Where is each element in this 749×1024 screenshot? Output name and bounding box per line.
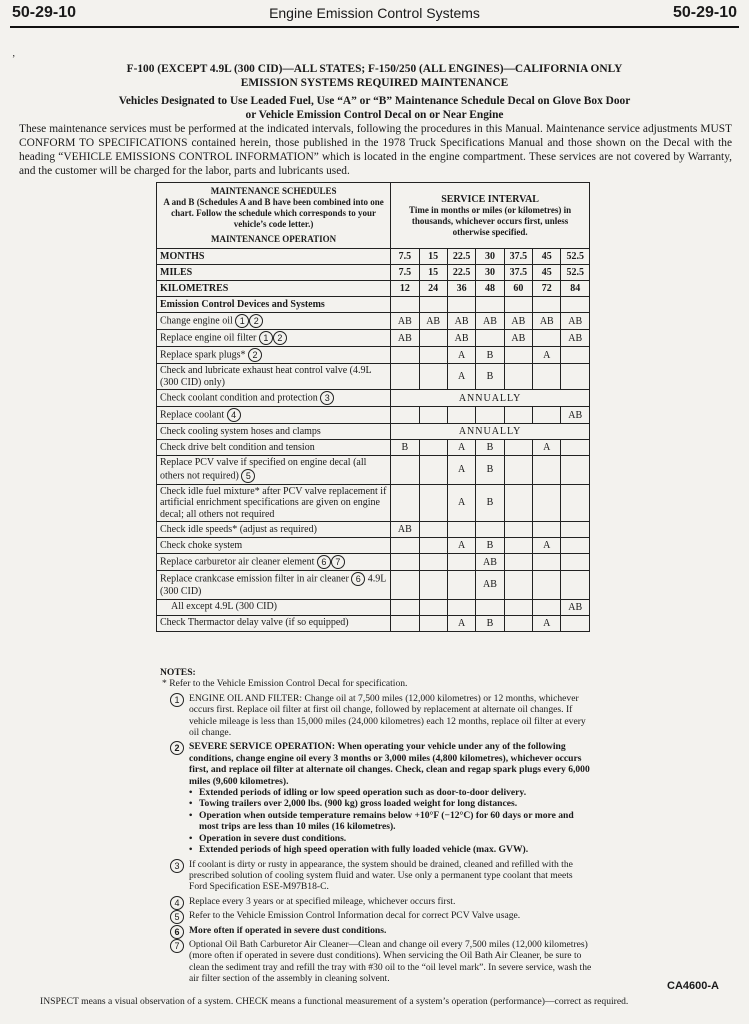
interval-cell: A [447,364,475,390]
interval-cell [391,538,419,554]
note-number-icon: 7 [170,939,184,953]
interval-cell: A [447,615,475,631]
operation-text: Replace spark plugs* [160,349,246,361]
miles-value: 30 [476,265,504,281]
interval-cell [419,347,447,364]
figure-code: CA4600-A [667,980,719,992]
interval-cell [504,364,532,390]
section-title: Engine Emission Control Systems [269,5,480,21]
interval-cell [476,599,504,615]
interval-cell [533,364,561,390]
interval-cell [476,330,504,347]
interval-cell [391,484,419,522]
operation-cell [157,571,391,600]
interval-cell [533,330,561,347]
interval-cell: B [476,538,504,554]
operation-cell [157,424,391,440]
empty-cell [391,297,419,313]
schedules-header-cell [157,183,391,249]
note-7-text: Optional Oil Bath Carburetor Air Cleaner—Clean and change oil every 7,500 miles (12,000 kilometres) (more often if operated in severe dust conditions). When servicing the Oil Bath Air Cleaner, be sure to clean the sediment tray and refill the tray with #30 oil to the “oil level mark”. In severe service, wash the air filter section of the assembly in cleaning solvent. [189,938,592,985]
note-2 [160,741,592,787]
operation-cell [157,554,391,571]
table-row [157,554,590,571]
interval-cell: A [447,456,475,485]
operation-text: Replace PCV valve if specified on engine decal (all others not required) [160,457,367,481]
miles-row [157,265,590,281]
operation-cell [157,484,391,522]
operation-cell [157,522,391,538]
operation-text: Replace engine oil filter [160,332,257,344]
interval-cell [419,330,447,347]
note-ref-icon: 5 [241,469,255,483]
interval-cell [391,456,419,485]
interval-cell [561,554,590,571]
interval-cell [533,522,561,538]
miles-value: 7.5 [391,265,419,281]
operation-suffix: 4.9L (300 CID) [160,573,387,597]
interval-cell [561,456,590,485]
months-value: 45 [533,249,561,265]
note-2-bullet: • Towing trailers over 2,000 lbs. (900 kg) gross loaded weight for long distances. [160,798,592,809]
note-ref-icon: 4 [227,408,241,422]
interval-cell [419,364,447,390]
table-row [157,484,590,522]
interval-cell [419,554,447,571]
operation-cell [157,599,391,615]
table-row [157,407,590,424]
operation-text: Replace coolant [160,409,225,421]
title-line-2: EMISSION SYSTEMS REQUIRED MAINTENANCE [240,77,509,89]
months-value: 7.5 [391,249,419,265]
operation-cell [157,390,391,407]
interval-cell: B [476,440,504,456]
interval-cell [504,484,532,522]
interval-cell [561,347,590,364]
operation-cell [157,364,391,390]
interval-cell: B [476,347,504,364]
operation-text: Change engine oil [160,315,233,327]
interval-cell [504,407,532,424]
notes-section [160,667,592,985]
interval-cell: AB [561,313,590,330]
table-row [157,571,590,600]
interval-cell [391,615,419,631]
interval-cell [476,407,504,424]
operation-cell [157,313,391,330]
empty-cell [447,297,475,313]
table-body [157,183,590,632]
empty-cell [476,297,504,313]
interval-cell [504,571,532,600]
table-row [157,424,590,440]
interval-cell: AB [561,407,590,424]
interval-cell [561,538,590,554]
table-row [157,364,590,390]
km-value: 60 [504,281,532,297]
notes-heading: NOTES: [160,667,196,678]
miles-value: 22.5 [447,265,475,281]
months-row [157,249,590,265]
note-1-text: ENGINE OIL AND FILTER: Change oil at 7,500 miles (12,000 kilometres) or 12 months, whichever occurs first. Replace oil filter at first oil change, followed by replacement at alternate oil changes. If vehicle mileage is less than 15,000 miles (24,000 kilometres) each 12 months, replace oil filter at every oil change. [189,692,586,739]
interval-cell: A [447,440,475,456]
operation-text: Check idle fuel mixture* after PCV valve replacement if artificial enrichment specifications are given on engine decal; all others not required [160,485,387,520]
interval-cell [561,571,590,600]
operation-text: Check cooling system hoses and clamps [160,425,321,437]
months-value: 22.5 [447,249,475,265]
table-header-row [157,183,590,249]
interval-cell: A [447,484,475,522]
interval-cell: AB [504,330,532,347]
months-value: 30 [476,249,504,265]
km-label: KILOMETRES [157,281,391,297]
interval-cell: B [476,615,504,631]
note-3 [160,859,592,893]
table-row [157,390,590,407]
months-value: 52.5 [561,249,590,265]
interval-cell: A [533,615,561,631]
empty-cell [504,297,532,313]
interval-cell [476,522,504,538]
note-star: * Refer to the Vehicle Emission Control Decal for specification. [162,678,408,690]
interval-cell [447,554,475,571]
interval-cell [504,599,532,615]
km-value: 24 [419,281,447,297]
document-titles [60,62,689,122]
interval-cell: AB [561,330,590,347]
title-line-4: or Vehicle Emission Control Decal on or Near Engine [245,109,504,121]
km-value: 12 [391,281,419,297]
note-2-bullet: • Operation when outside temperature remains below +10°F (−12°C) for 60 days or more and most trips are less than 10 miles (16 kilometres). [160,810,592,833]
stray-mark: ’ [12,54,16,65]
interval-cell [391,364,419,390]
table-row [157,456,590,485]
interval-cell [391,347,419,364]
interval-cell [504,615,532,631]
interval-cell [533,554,561,571]
interval-cell [391,407,419,424]
interval-cell: AB [476,571,504,600]
interval-cell: B [476,484,504,522]
page-number-right: 50-29-10 [672,4,737,21]
interval-cell [533,571,561,600]
interval-cell: AB [476,554,504,571]
interval-cell: B [391,440,419,456]
operation-cell [157,347,391,364]
note-ref-icon: 1 [259,331,273,345]
note-number-icon: 2 [170,741,184,755]
km-value: 48 [476,281,504,297]
miles-value: 37.5 [504,265,532,281]
note-number-icon: 3 [170,859,184,873]
table-row [157,330,590,347]
note-2-bullet: • Operation in severe dust conditions. [160,833,592,844]
km-value: 36 [447,281,475,297]
empty-cell [533,297,561,313]
operation-cell [157,456,391,485]
interval-cell [504,554,532,571]
note-4-text: Replace every 3 years or at specified mileage, whichever occurs first. [189,895,456,907]
operation-text: Check drive belt condition and tension [160,441,315,453]
km-value: 84 [561,281,590,297]
table-row [157,313,590,330]
note-2-bullet: • Extended periods of idling or low speed operation such as door-to-door delivery. [160,787,592,798]
note-ref-icon: 3 [320,391,334,405]
interval-cell: A [533,538,561,554]
maintenance-schedule-table [156,182,590,632]
miles-value: 15 [419,265,447,281]
note-number-icon: 5 [170,910,184,924]
section-row [157,297,590,313]
note-7 [160,939,592,985]
operation-text: Check idle speeds* (adjust as required) [160,523,317,535]
interval-cell: AB [533,313,561,330]
page-header [10,2,739,24]
interval-cell: AB [504,313,532,330]
operation-text: Check and lubricate exhaust heat control valve (4.9L (300 CID) only) [160,365,372,388]
interval-cell [561,364,590,390]
interval-cell [419,440,447,456]
note-4 [160,896,592,907]
operation-cell [157,615,391,631]
title-line-1: F-100 (EXCEPT 4.9L (300 CID)—ALL STATES; F-150/250 (ALL ENGINES)—CALIFORNIA ONLY [126,63,623,75]
km-value: 72 [533,281,561,297]
interval-cell [447,407,475,424]
header-rule [10,26,739,28]
operation-text: Check choke system [160,539,243,551]
interval-cell: AB [419,313,447,330]
schedules-text: A and B (Schedules A and B have been combined into one chart. Follow the schedule which corresponds to your vehicle’s code letter.) [163,197,384,229]
interval-cell: A [533,440,561,456]
interval-cell: AB [391,313,419,330]
interval-header-cell [391,183,590,249]
interval-cell [561,440,590,456]
footer-definitions: INSPECT means a visual observation of a system. CHECK means a functional measurement of a system’s operation (performance)—correct as required. [40,996,629,1007]
interval-cell [533,484,561,522]
interval-cell [504,538,532,554]
table-row [157,347,590,364]
interval-cell [419,522,447,538]
km-row [157,281,590,297]
miles-value: 52.5 [561,265,590,281]
interval-title: SERVICE INTERVAL [441,193,539,205]
interval-cell [391,571,419,600]
interval-cell: A [533,347,561,364]
interval-cell: AB [561,599,590,615]
note-2-text: SEVERE SERVICE OPERATION: When operating your vehicle under any of the following conditions, change engine oil every 3 months or 3,000 miles (4,800 kilometres), whichever occurs first, and replace oil filter at alternate oil changes. Check, clean and regap spark plugs every 6,000 miles (9,600 kilometres). [189,741,590,787]
operation-cell [157,330,391,347]
interval-cell [504,347,532,364]
interval-cell: AB [476,313,504,330]
months-label: MONTHS [157,249,391,265]
note-number-icon: 1 [170,693,184,707]
interval-cell: A [447,538,475,554]
operation-cell [157,407,391,424]
interval-cell: B [476,364,504,390]
interval-cell: A [447,347,475,364]
interval-cell [504,522,532,538]
annually-cell: ANNUALLY [391,424,590,440]
note-6-text: More often if operated in severe dust conditions. [189,924,387,936]
table-row [157,599,590,615]
table-row [157,538,590,554]
interval-cell: AB [391,330,419,347]
interval-cell [561,615,590,631]
operation-title: MAINTENANCE OPERATION [211,234,337,244]
note-ref-icon: 2 [248,348,262,362]
operation-cell [157,440,391,456]
interval-cell [533,599,561,615]
interval-text: Time in months or miles (or kilometres) in thousands, whichever occurs first, unless otherwise specified. [409,204,572,237]
title-line-3: Vehicles Designated to Use Leaded Fuel, Use “A” or “B” Maintenance Schedule Decal on Glove Box Door [118,95,631,107]
note-1 [160,693,592,739]
interval-cell [533,407,561,424]
operation-text: All except 4.9L (300 CID) [171,601,277,613]
interval-cell [561,484,590,522]
interval-cell [419,456,447,485]
note-2-bullet: • Extended periods of high speed operation with fully loaded vehicle (max. GVW). [160,844,592,855]
note-number-icon: 6 [170,925,184,939]
interval-cell [447,571,475,600]
note-ref-icon: 7 [331,555,345,569]
interval-cell [504,456,532,485]
operation-text: Replace crankcase emission filter in air cleaner [160,573,349,585]
interval-cell: B [476,456,504,485]
table-row [157,440,590,456]
interval-cell [419,571,447,600]
note-5 [160,910,592,921]
interval-cell [561,522,590,538]
note-ref-icon: 6 [351,572,365,586]
interval-cell [447,522,475,538]
interval-cell: AB [447,330,475,347]
note-number-icon: 4 [170,896,184,910]
miles-value: 45 [533,265,561,281]
intro-paragraph: These maintenance services must be performed at the indicated intervals, following the procedures in this Manual. Maintenance service adjustments MUST CONFORM TO SPECIFICATIONS contained herein, those published in the 1978 Truck Specifications Manual and those shown on the Decal with the heading “VEHICLE EMISSIONS CONTROL INFORMATION” which is located in the engine compartment. These services are not covered by Warranty, and the customer will be charged for the labor, parts and lubricants used. [19,123,732,177]
interval-cell [533,456,561,485]
schedules-title: MAINTENANCE SCHEDULES [210,186,337,196]
note-5-text: Refer to the Vehicle Emission Control Information decal for correct PCV Valve usage. [189,910,521,922]
note-ref-icon: 2 [273,331,287,345]
months-value: 15 [419,249,447,265]
interval-cell [419,407,447,424]
empty-cell [561,297,590,313]
note-ref-icon: 1 [235,314,249,328]
note-6 [160,925,592,936]
note-ref-icon: 2 [249,314,263,328]
miles-label: MILES [157,265,391,281]
note-3-text: If coolant is dirty or rusty in appearance, the system should be drained, cleaned and refilled with the prescribed solution of cooling system fluid and water. Use only a permanent type coolant that meets Ford Specification ESE-M97B18-C. [189,858,573,893]
empty-cell [419,297,447,313]
interval-cell [391,554,419,571]
months-value: 37.5 [504,249,532,265]
interval-cell [419,615,447,631]
table-row [157,615,590,631]
interval-cell: AB [391,522,419,538]
interval-cell [391,599,419,615]
page-number-left: 50-29-10 [12,4,77,21]
section-label: Emission Control Devices and Systems [157,297,391,313]
interval-cell [447,599,475,615]
annually-cell: ANNUALLY [391,390,590,407]
interval-cell [419,599,447,615]
operation-text: Check coolant condition and protection [160,392,318,404]
operation-text: Check Thermactor delay valve (if so equipped) [160,617,349,629]
interval-cell: AB [447,313,475,330]
table-row [157,522,590,538]
interval-cell [504,440,532,456]
interval-cell [419,484,447,522]
note-ref-icon: 6 [317,555,331,569]
operation-cell [157,538,391,554]
operation-text: Replace carburetor air cleaner element [160,556,315,568]
interval-cell [419,538,447,554]
